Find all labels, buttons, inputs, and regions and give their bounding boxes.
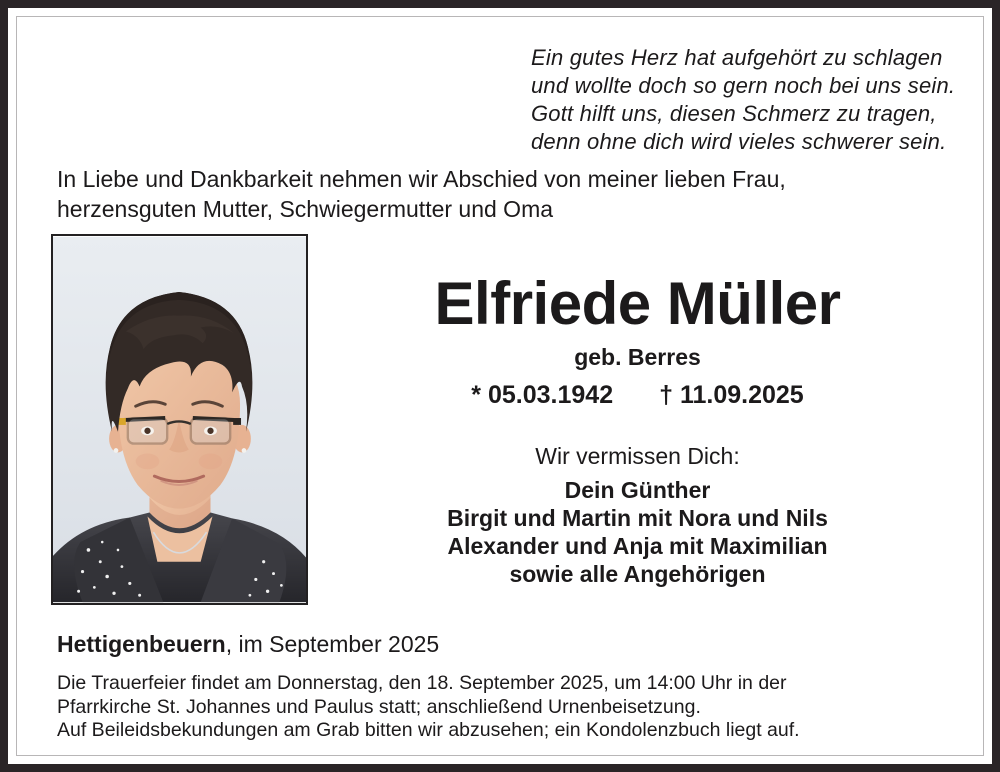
- funeral-info: [57, 672, 957, 743]
- verse-line: Ein gutes Herz hat aufgehört zu schlagen: [531, 45, 943, 70]
- deceased-name: Elfriede Müller: [434, 270, 841, 337]
- verse-line: Gott hilft uns, diesen Schmerz zu tragen,: [531, 101, 937, 126]
- mourner-line: sowie alle Angehörigen: [509, 561, 766, 587]
- memorial-verse: [531, 44, 971, 156]
- death-date: † 11.09.2025: [659, 381, 804, 409]
- intro-text: [57, 164, 937, 224]
- maiden-name: geb. Berres: [574, 344, 701, 370]
- mourners-list: [320, 476, 955, 588]
- closing-line: [57, 631, 439, 658]
- closing-date: , im September 2025: [225, 631, 440, 657]
- verse-line: und wollte doch so gern noch bei uns sein.: [531, 73, 956, 98]
- portrait-photo: [51, 234, 308, 605]
- verse-line: denn ohne dich wird vieles schwerer sein.: [531, 129, 947, 154]
- portrait-photo-graphic: [53, 236, 306, 603]
- funeral-info-line: Die Trauerfeier findet am Donnerstag, den 18. September 2025, um 14:00 Uhr in der: [57, 672, 787, 694]
- funeral-info-line: Pfarrkirche St. Johannes und Paulus statt; anschließend Urnenbeisetzung.: [57, 695, 701, 718]
- life-dates: [320, 381, 955, 410]
- closing-place: Hettigenbeuern: [57, 631, 226, 657]
- intro-line: In Liebe und Dankbarkeit nehmen wir Abschied von meiner lieben Frau,: [57, 166, 786, 192]
- mourner-line: Birgit und Martin mit Nora und Nils: [447, 505, 828, 531]
- intro-line: herzensguten Mutter, Schwiegermutter und Oma: [57, 196, 554, 222]
- birth-date: * 05.03.1942: [471, 381, 614, 409]
- funeral-info-line: Auf Beileidsbekundungen am Grab bitten wir abzusehen; ein Kondolenzbuch liegt auf.: [57, 719, 800, 741]
- mourner-line: Alexander und Anja mit Maximilian: [447, 533, 828, 559]
- farewell-heading: Wir vermissen Dich:: [535, 443, 740, 469]
- mourner-line: Dein Günther: [564, 477, 711, 503]
